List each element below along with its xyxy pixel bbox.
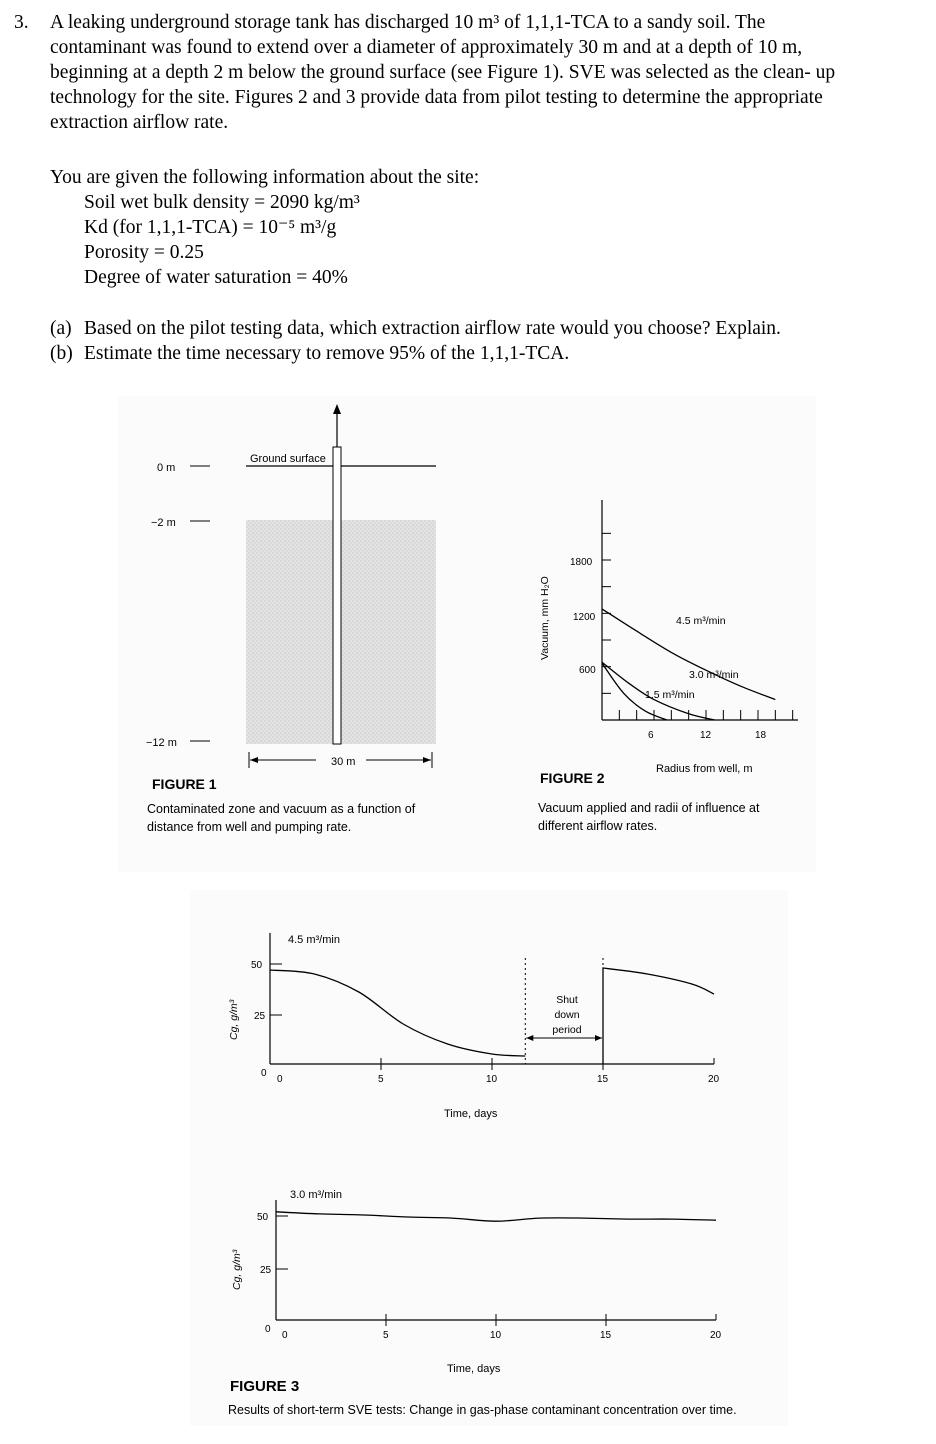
y-tick-label: 25 xyxy=(260,1265,272,1276)
arrow-left-icon xyxy=(250,757,258,763)
arrow-up-icon xyxy=(333,404,341,414)
x-tick-label: 10 xyxy=(490,1330,502,1341)
shutdown-label: Shut xyxy=(556,994,578,1006)
figure-3-caption: Results of short-term SVE tests: Change in gas-phase contaminant concentration over time. xyxy=(228,1403,737,1417)
figure-3-title: FIGURE 3 xyxy=(230,1378,300,1395)
problem-line: A leaking underground storage tank has discharged 10 m³ of 1,1,1-TCA to a sandy soil. The xyxy=(50,12,766,33)
y-axis-label: Cg, g/m³ xyxy=(228,999,240,1040)
depth-label: 0 m xyxy=(157,462,176,474)
x-tick-label: 20 xyxy=(708,1074,720,1085)
shutdown-label: down xyxy=(554,1009,580,1021)
x-axis-label: Radius from well, m xyxy=(656,763,753,775)
x-tick-label: 5 xyxy=(378,1074,384,1085)
y-tick-label: 600 xyxy=(579,665,596,676)
y-tick-label: 50 xyxy=(251,960,263,971)
question-text: Based on the pilot testing data, which extraction airflow rate would you choose? Explain. xyxy=(84,318,781,339)
y-axis-label: Cg, g/m³ xyxy=(231,1249,243,1290)
figure-2-caption: Vacuum applied and radii of influence at xyxy=(538,801,760,815)
given-item: Kd (for 1,1,1-TCA) = 10⁻⁵ m³/g xyxy=(84,217,337,238)
question-text: Estimate the time necessary to remove 95% of the 1,1,1-TCA. xyxy=(84,343,570,364)
series-label: 3.0 m³/min xyxy=(689,669,739,681)
x-tick-label: 12 xyxy=(700,730,712,741)
y-tick-label: 1200 xyxy=(573,612,596,623)
y-tick-label: 0 xyxy=(261,1068,267,1079)
x-tick-label: 18 xyxy=(755,730,767,741)
shutdown-label: period xyxy=(552,1024,582,1036)
series-label: 1.5 m³/min xyxy=(645,689,695,701)
figure-2-title: FIGURE 2 xyxy=(540,770,605,786)
given-item: Soil wet bulk density = 2090 kg/m³ xyxy=(84,192,360,213)
figure-2 xyxy=(538,500,798,833)
arrow-right-icon xyxy=(423,757,431,763)
figure-2-caption: different airflow rates. xyxy=(538,819,658,833)
x-tick-label: 5 xyxy=(383,1330,389,1341)
ground-surface-label: Ground surface xyxy=(250,453,326,465)
y-tick-label: 0 xyxy=(265,1324,271,1335)
x-tick-label: 0 xyxy=(277,1074,283,1085)
x-tick-label: 0 xyxy=(282,1330,288,1341)
y-tick-label: 25 xyxy=(254,1011,266,1022)
problem-line: technology for the site. Figures 2 and 3 provide data from pilot testing to determine the appropriate xyxy=(50,87,823,108)
problem-number: 3. xyxy=(14,12,29,33)
chart-title: 3.0 m³/min xyxy=(290,1189,342,1201)
problem-line: extraction airflow rate. xyxy=(50,112,229,133)
given-item: Porosity = 0.25 xyxy=(84,242,204,263)
chart-title: 4.5 m³/min xyxy=(288,934,340,946)
x-tick-label: 20 xyxy=(710,1330,722,1341)
depth-label: −2 m xyxy=(151,517,176,529)
extraction-well xyxy=(333,447,341,744)
figure-1 xyxy=(146,404,436,834)
given-intro: You are given the following information about the site: xyxy=(50,167,480,188)
question-label: (b) xyxy=(50,343,73,364)
series-label: 4.5 m³/min xyxy=(676,615,726,627)
x-axis-label: Time, days xyxy=(444,1108,498,1120)
given-item: Degree of water saturation = 40% xyxy=(84,267,348,288)
problem-line: contaminant was found to extend over a diameter of approximately 30 m and at a depth of 10 m, xyxy=(50,37,803,58)
width-label: 30 m xyxy=(331,756,356,768)
figure-1-caption: distance from well and pumping rate. xyxy=(147,820,352,834)
question-label: (a) xyxy=(50,318,72,339)
problem-line: beginning at a depth 2 m below the ground surface (see Figure 1). SVE was selected as the clean- up xyxy=(50,62,836,83)
x-tick-label: 10 xyxy=(486,1074,498,1085)
x-tick-label: 15 xyxy=(600,1330,612,1341)
y-tick-label: 50 xyxy=(257,1212,269,1223)
depth-label: −12 m xyxy=(146,737,177,749)
figure-1-caption: Contaminated zone and vacuum as a function of xyxy=(147,802,416,816)
x-axis-label: Time, days xyxy=(447,1363,501,1375)
x-tick-label: 6 xyxy=(648,730,654,741)
x-tick-label: 15 xyxy=(597,1074,609,1085)
figure-1-title: FIGURE 1 xyxy=(152,776,217,792)
y-tick-label: 1800 xyxy=(570,557,593,568)
y-axis-label: Vacuum, mm H₂O xyxy=(539,576,551,660)
